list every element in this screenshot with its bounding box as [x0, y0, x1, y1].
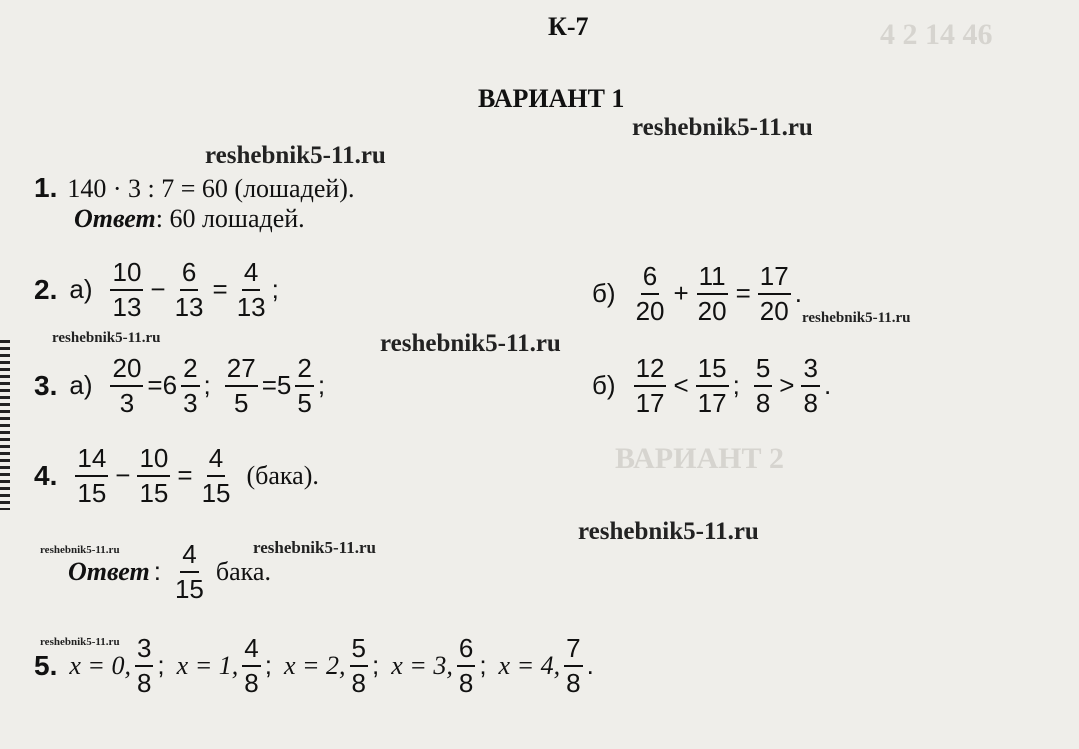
page-gutter-binding [0, 340, 10, 510]
watermark: reshebnik5-11.ru [40, 636, 120, 648]
watermark: reshebnik5-11.ru [253, 538, 376, 557]
fraction: $\frac{5}{8}$ [351, 633, 367, 698]
x-value: x = 3, [391, 650, 453, 680]
part-label: б) [592, 278, 616, 309]
part-label: а) [69, 370, 93, 401]
punctuation: ; [264, 650, 272, 681]
unit: бака. [215, 556, 271, 586]
fraction: $\frac{11}{20}$ [697, 261, 727, 326]
operator: = [735, 278, 751, 309]
fraction: $\frac{4}{15}$ [174, 539, 204, 604]
problem-1 [34, 172, 354, 204]
punctuation: ; [732, 370, 740, 401]
fraction: $\frac{27}{5}$ [226, 353, 256, 418]
fraction: $\frac{10}{15}$ [139, 443, 169, 508]
fraction: $\frac{4}{8}$ [244, 633, 259, 698]
punctuation: ; [372, 650, 380, 681]
x-value: x = 1, [176, 650, 239, 680]
variant-heading: ВАРИАНТ 1 [478, 84, 625, 113]
fraction: $\frac{3}{8}$ [803, 353, 818, 418]
punctuation: . [823, 370, 832, 401]
bleed-through-heading: ВАРИАНТ 2 [615, 442, 784, 475]
operator: − [150, 274, 166, 305]
problem-3a [34, 354, 325, 417]
problem-3b [592, 354, 831, 417]
bleed-through-text: 4 2 14 46 [880, 18, 993, 51]
fraction: $\frac{3}{8}$ [136, 633, 152, 698]
problem-number: 3. [34, 369, 58, 401]
punctuation: ; [479, 650, 487, 681]
punctuation: ; [271, 274, 279, 305]
watermark: reshebnik5-11.ru [632, 114, 813, 141]
part-label: а) [69, 274, 93, 305]
answer-value: : 60 лошадей. [155, 204, 305, 233]
problem-2b [592, 262, 802, 325]
part-label: б) [592, 370, 616, 401]
punctuation: . [586, 650, 594, 681]
x-value: x = 0, [69, 650, 131, 680]
problem-4-answer [68, 540, 271, 603]
answer-label: Ответ [68, 556, 150, 586]
fraction: $\frac{5}{8}$ [755, 353, 771, 418]
problem-number: 4. [34, 459, 58, 491]
answer-label: Ответ [74, 204, 156, 233]
fraction: $\frac{15}{17}$ [697, 353, 727, 418]
punctuation: ; [157, 650, 165, 681]
fraction: $\frac{12}{17}$ [635, 353, 665, 418]
operator: − [115, 460, 131, 491]
watermark: reshebnik5-11.ru [578, 518, 759, 545]
operator: =5 [261, 370, 292, 401]
fraction: $\frac{7}{8}$ [566, 633, 581, 698]
page-code: К-7 [548, 12, 589, 41]
comparison: > [779, 370, 795, 401]
fraction: $\frac{6}{20}$ [635, 261, 665, 326]
watermark: reshebnik5-11.ru [52, 330, 161, 346]
problem-4 [34, 444, 319, 507]
operator: =6 [147, 370, 178, 401]
operator: = [212, 274, 228, 305]
problem-2a [34, 258, 279, 321]
problem-1-expression: 140 · 3 : 7 = 60 (лошадей). [67, 174, 355, 203]
fraction: $\frac{6}{13}$ [174, 257, 204, 322]
operator: + [673, 278, 689, 309]
punctuation: ; [317, 370, 326, 401]
fraction: $\frac{4}{13}$ [236, 257, 266, 322]
problem-5 [34, 634, 594, 697]
comparison: < [673, 370, 689, 401]
operator: = [177, 460, 193, 491]
punctuation: . [794, 278, 802, 309]
fraction: $\frac{17}{20}$ [759, 261, 789, 326]
punctuation: : [153, 556, 161, 587]
fraction: $\frac{20}{3}$ [112, 353, 142, 418]
fraction: $\frac{4}{15}$ [201, 443, 231, 508]
fraction: $\frac{14}{15}$ [77, 443, 107, 508]
fraction: $\frac{6}{8}$ [458, 633, 474, 698]
watermark: reshebnik5-11.ru [802, 310, 911, 326]
problem-number: 5. [34, 649, 58, 681]
fraction: $\frac{2}{3}$ [183, 353, 198, 418]
x-value: x = 2, [283, 650, 346, 680]
punctuation: ; [203, 370, 211, 401]
watermark: reshebnik5-11.ru [205, 142, 386, 169]
watermark: reshebnik5-11.ru [40, 544, 120, 556]
fraction: $\frac{2}{5}$ [297, 353, 312, 418]
problem-number: 1. [34, 172, 58, 203]
x-value: x = 4, [498, 650, 561, 680]
watermark: reshebnik5-11.ru [380, 330, 561, 357]
problem-1-answer [74, 204, 305, 234]
unit: (бака). [246, 460, 319, 490]
problem-number: 2. [34, 273, 58, 305]
fraction: $\frac{10}{13}$ [112, 257, 142, 322]
